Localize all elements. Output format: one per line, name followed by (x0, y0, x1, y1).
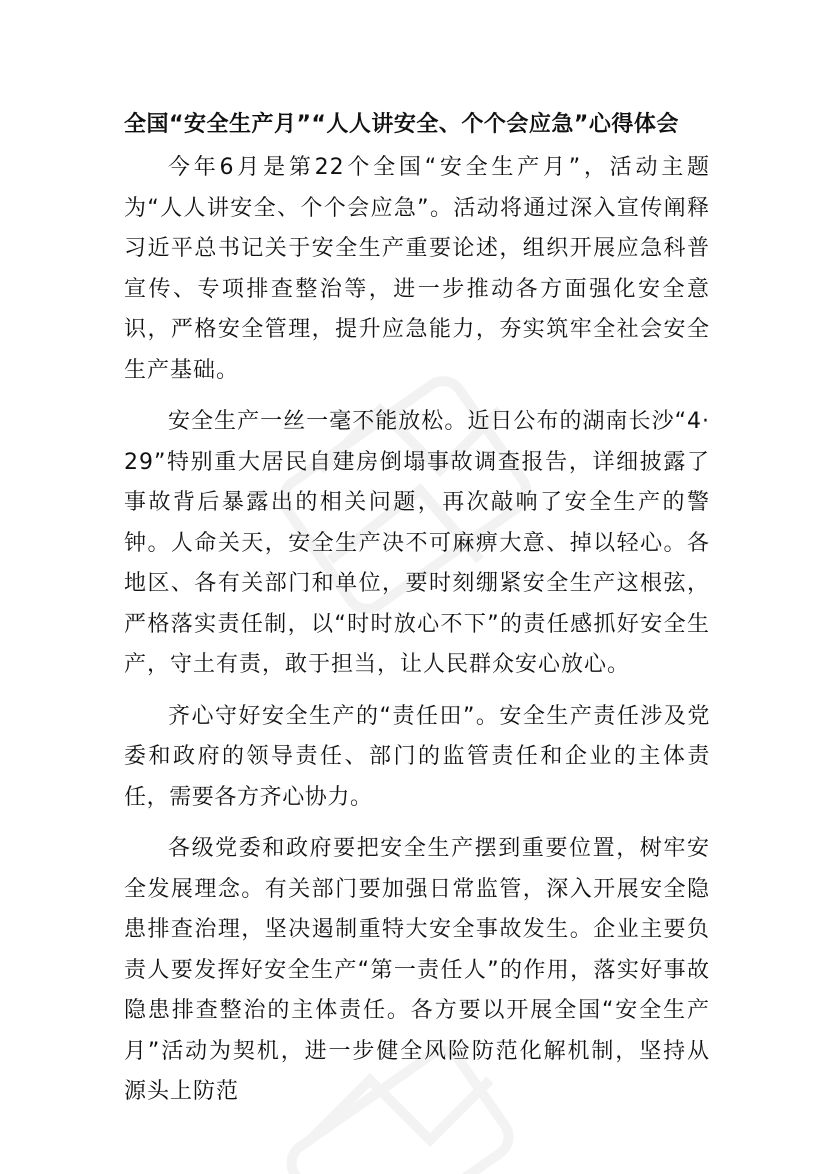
document-body (124, 148, 710, 1124)
document-title: 全国“安全生产月”“人人讲安全、个个会应急”心得体会 (124, 112, 679, 137)
paragraph-1: 今年6月是第22个全国“安全生产月”，活动主题为“人人讲安全、个个会应急”。活动将通过深入宣传阐释习近平总书记关于安全生产重要论述，组织开展应急科普宣传、专项排查整治等，进一步推动各方面强化安全意识，严格安全管理，提升应急能力，夯实筑牢全社会安全生产基础。 (124, 155, 710, 383)
paragraph-4: 各级党委和政府要把安全生产摆到重要位置，树牢安全发展理念。有关部门要加强日常监管，深入开展安全隐患排查治理，坚决遏制重特大安全事故发生。企业主要负责人要发挥好安全生产“第一责任人”的作用，落实好事故隐患排查整治的主体责任。各方要以开展全国“安全生产月”活动为契机，进一步健全风险防范化解机制，坚持从源头上防范 (124, 836, 710, 1104)
paragraph-2: 安全生产一丝一毫不能放松。近日公布的湖南长沙“4·29”特别重大居民自建房倒塌事故调查报告，详细披露了事故背后暴露出的相关问题，再次敲响了安全生产的警钟。人命关天，安全生产决不可麻痹大意、掉以轻心。各地区、各有关部门和单位，要时刻绷紧安全生产这根弦，严格落实责任制，以“时时放心不下”的责任感抓好安全生产，守土有责，敢于担当，让人民群众安心放心。 (124, 409, 710, 677)
paragraph-3: 齐心守好安全生产的“责任田”。安全生产责任涉及党委和政府的领导责任、部门的监管责任和企业的主体责任，需要各方齐心协力。 (124, 703, 710, 810)
